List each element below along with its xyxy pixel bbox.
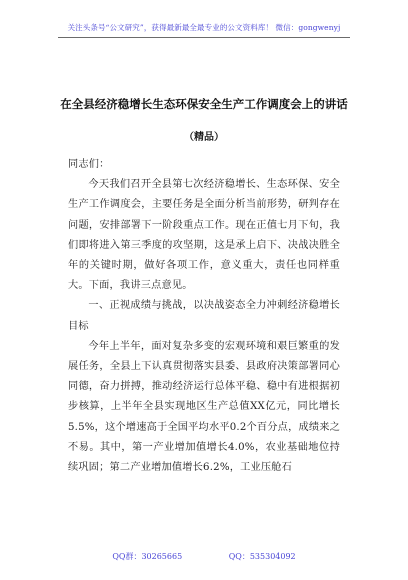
footer-contact xyxy=(0,551,408,562)
footer-qq-group: QQ群：30265665 xyxy=(112,552,183,561)
greeting: 同志们： xyxy=(68,159,110,170)
section-heading-1: 一、正视成绩与挑战，以决战姿态全力冲刺经济稳增长目标 xyxy=(68,300,340,332)
paragraph-opening: 今天我们召开全县第七次经济稳增长、生态环保、安全生产工作调度会，主要任务是全面分析当前形势，研判存在问题，安排部署下一阶段重点工作。现在正值七月下旬，我们即将进入第三季度的攻坚期，这是承上启下、决战决胜全年的关键时期，做好各项工作，意义重大，责任也同样重大。下面，我讲三点意见。 xyxy=(68,179,340,292)
document-title: 在全县经济稳增长生态环保安全生产工作调度会上的讲话 xyxy=(60,97,348,111)
document-subtitle: （精品） xyxy=(184,132,224,143)
header-promo-note: 关注头条号“公文研究”，获得最新最全最专业的公文资料库！ 微信：gongwenyj xyxy=(67,23,341,32)
header-divider xyxy=(58,37,350,38)
paragraph-economy: 今年上半年，面对复杂多变的宏观环境和艰巨繁重的发展任务，全县上下认真贯彻落实县委、县政府决策部署同心同德，奋力拼搏，推动经济运行总体平稳、稳中有进根据初步核算，上半年全县实现地区生产总值XX亿元，同比增长5.5%，这个增速高于全国平均水平0.2个百分点，成绩来之不易。其中，第一产业增加值增长4.0%，农业基础地位持续巩固；第二产业增加值增长6.2%，工业压舱石 xyxy=(68,340,341,474)
document-body xyxy=(68,155,340,478)
footer-qq: QQ：535304092 xyxy=(228,552,296,561)
